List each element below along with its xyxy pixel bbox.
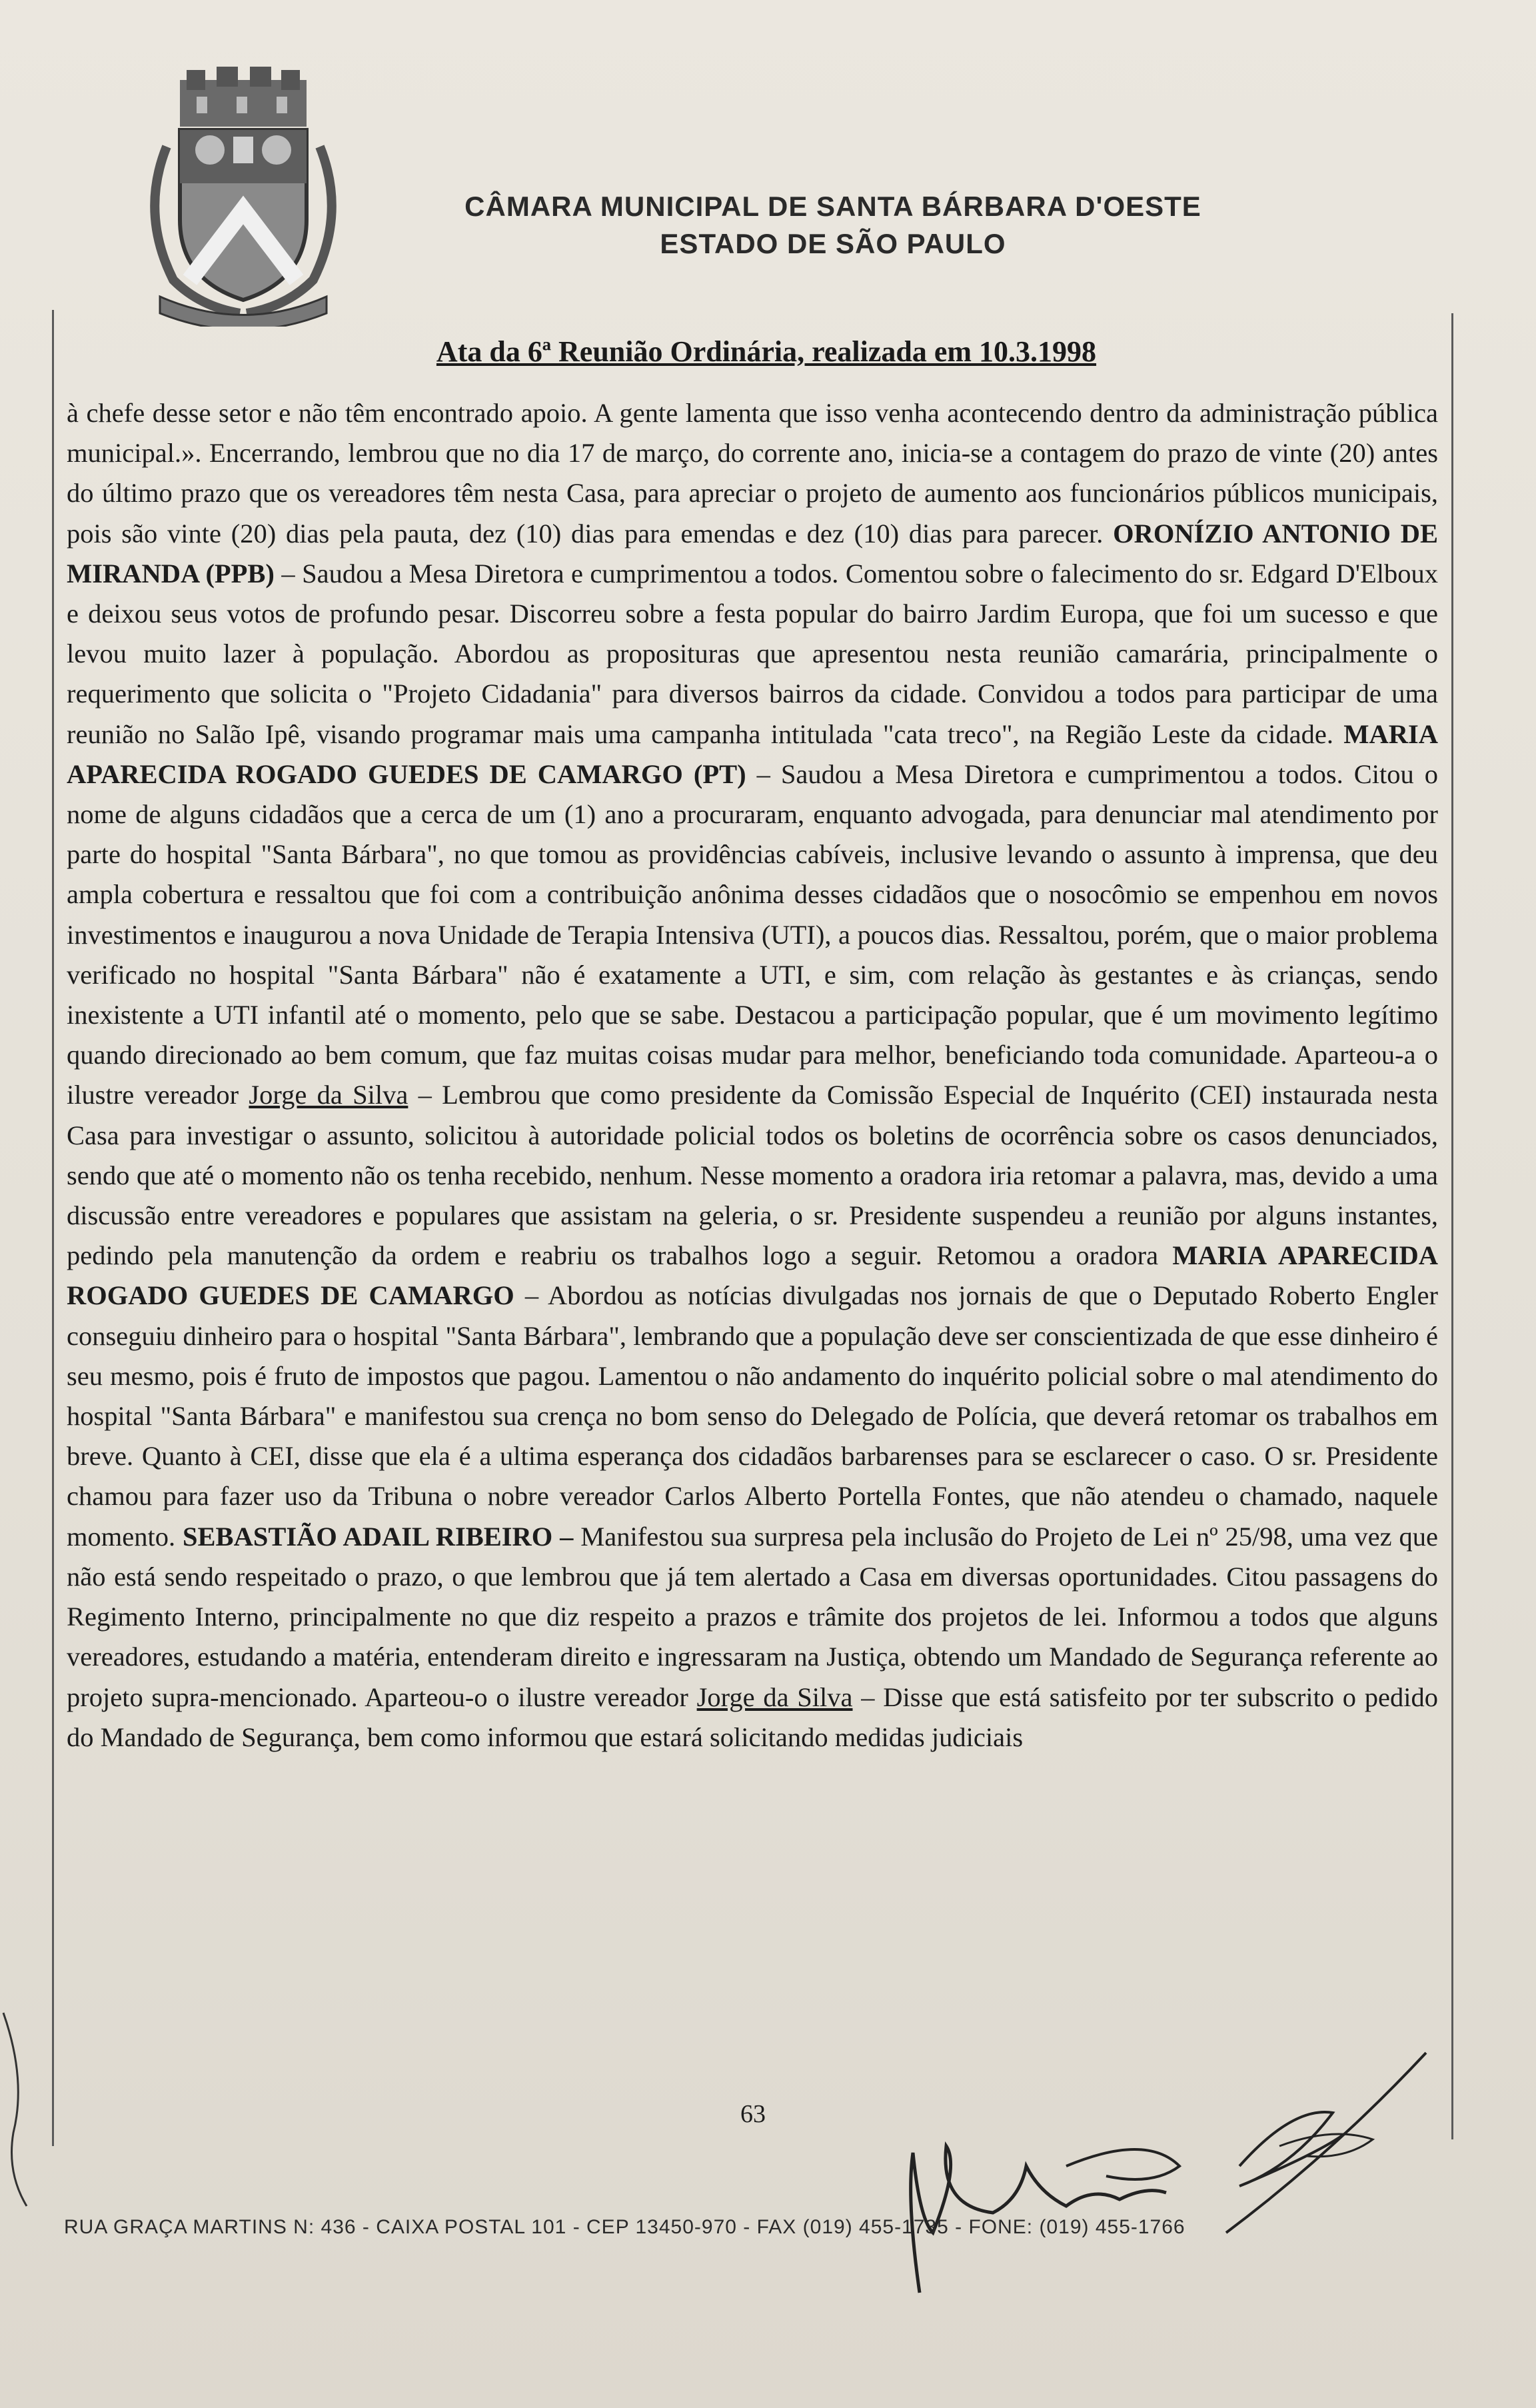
header-line-state: ESTADO DE SÃO PAULO — [660, 228, 1006, 259]
speaker-name: ORONÍZIO ANTONIO DE MIRANDA (PPB) — [67, 518, 1438, 589]
body-segment: – Lembrou que como presidente da Comissão Especial de Inquérito (CEI) instaurada nesta Casa para investigar o assunto, solicitou à autoridade policial todos os boletins de ocorrência sobre os casos denunciados, sendo que até o momento não os tenha recebido, nenhum. Nesse momento a oradora iria retomar a palavra, mas, devido a uma discussão entre vereadores e populares que assistam na geleria, o sr. Presidente suspendeu a reunião por alguns instantes, pedindo pela manutenção da ordem e reabriu os trabalhos logo a seguir. Retomou a oradora — [67, 1080, 1438, 1271]
speaker-name: MARIA APARECIDA ROGADO GUEDES DE CAMARGO (PT) — [67, 718, 1438, 789]
address-footer: RUA GRAÇA MARTINS N: 436 - CAIXA POSTAL 101 - CEP 13450-970 - FAX (019) 455-1735 - FONE: (019) 455-1766 — [64, 2216, 1185, 2238]
header-line-council: CÂMARA MUNICIPAL DE SANTA BÁRBARA D'OESTE — [464, 191, 1201, 222]
body-segment: – Saudou a Mesa Diretora e cumprimentou a todos. Citou o nome de alguns cidadãos que a cerca de um (1) ano a procuraram, enquanto advogada, para denunciar mal atendimento por parte do hospital "Santa Bárbara", no que tomou as providências cabíveis, inclusive levando o assunto à imprensa, que deu ampla cobertura e ressaltou que foi com a contribuição anônima desses cidadãos que o nosocômio se empenhou em novos investimentos e inaugurou a nova Unidade de Terapia Intensiva (UTI), a poucos dias. Ressaltou, porém, que o maior problema verificado no hospital "Santa Bárbara" não é exatamente a UTI, e sim, com relação às gestantes e às crianças, sendo inexistente a UTI infantil até o momento, pelo que se sabe. Destacou a participação popular, que é um movimento legítimo quando direcionado ao bem comum, que faz muitas coisas mudar para melhor, beneficiando toda comunidade. Aparteou-a o ilustre vereador — [67, 758, 1438, 1110]
institution-header — [400, 188, 1266, 263]
minutes-body — [67, 393, 1438, 1758]
page-number: 63 — [740, 2100, 766, 2128]
speaker-name: SEBASTIÃO ADAIL RIBEIRO – — [183, 1521, 574, 1552]
municipal-coat-of-arms — [133, 67, 353, 327]
body-segment: – Saudou a Mesa Diretora e cumprimentou a todos. Comentou sobre o falecimento do sr. Edgard D'Elboux e deixou seus votos de profundo pesar. Discorreu sobre a festa popular do bairro Jardim Europa, que foi um sucesso e que levou muito lazer à população. Abordou as proposituras que apresentou nesta reunião camarária, principalmente o requerimento que solicita o "Projeto Cidadania" para diversos bairros da cidade. Convidou a todos para participar de uma reunião no Salão Ipê, visando programar mais uma campanha intitulada "cata treco", na Região Leste da cidade. — [67, 558, 1439, 749]
underlined-name: Jorge da Silva — [249, 1080, 408, 1110]
underlined-name: Jorge da Silva — [696, 1682, 853, 1712]
body-segment: à chefe desse setor e não têm encontrado apoio. A gente lamenta que isso venha acontecendo dentro da administração pública municipal.». Encerrando, lembrou que no dia 17 de março, do corrente ano, inicia-se a contagem do prazo de vinte (20) antes do último prazo que os vereadores têm nesta Casa, para apreciar o projeto de aumento aos funcionários públicos municipais, pois são vinte (20) dias pela pauta, dez (10) dias para emendas e dez (10) dias para parecer. — [67, 398, 1438, 549]
body-segment: – Abordou as notícias divulgadas nos jornais de que o Deputado Roberto Engler conseguiu dinheiro para o hospital "Santa Bárbara", lembrando que a população deve ser conscientizada de que esse dinheiro é seu mesmo, pois é fruto de impostos que pagou. Lamentou o não andamento do inquérito policial sobre o mal atendimento do hospital "Santa Bárbara" e manifestou sua crença no bom senso do Delegado de Polícia, que deverá retomar os trabalhos em breve. Quanto à CEI, disse que ela é a ultima esperança dos cidadãos barbarenses para se esclarecer o caso. O sr. Presidente chamou para fazer uso da Tribuna o nobre vereador Carlos Alberto Portella Fontes, que não atendeu o chamado, naquele momento. — [67, 1280, 1439, 1552]
speaker-name: MARIA APARECIDA ROGADO GUEDES DE CAMARGO — [67, 1240, 1438, 1311]
margin-mark — [0, 1999, 40, 2213]
handwritten-signature — [866, 2033, 1466, 2299]
body-segment: – Disse que está satisfeito por ter subscrito o pedido do Mandado de Segurança, bem como informou que estará solicitando medidas judiciais — [67, 1682, 1438, 1752]
left-margin-rule — [52, 310, 54, 2146]
minutes-title: Ata da 6ª Reunião Ordinária, realizada em 10.3.1998 — [436, 335, 1097, 368]
right-margin-rule — [1451, 313, 1453, 2139]
body-segment: Manifestou sua surpresa pela inclusão do Projeto de Lei nº 25/98, uma vez que não está sendo respeitado o prazo, o que lembrou que já tem alertado a Casa em diversas oportunidades. Citou passagens do Regimento Interno, principalmente no que diz respeito a prazos e trâmite dos projetos de lei. Informou a todos que alguns vereadores, estudando a matéria, entenderam direito e ingressaram na Justiça, obtendo um Mandado de Segurança referente ao projeto supra-mencionado. Aparteou-o o ilustre vereador — [67, 1521, 1438, 1712]
